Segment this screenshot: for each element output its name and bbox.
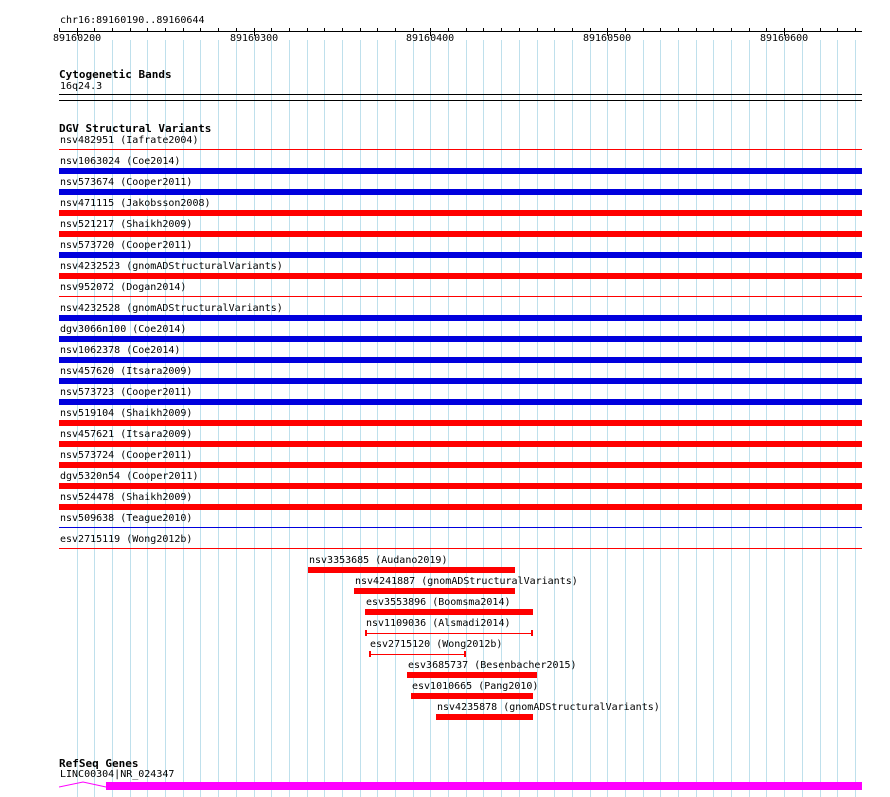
ruler-minor-tick bbox=[696, 28, 697, 32]
ruler-minor-tick bbox=[236, 28, 237, 32]
ruler-minor-tick bbox=[519, 28, 520, 32]
dgv-feature-bar[interactable] bbox=[59, 149, 862, 150]
dgv-feature-bar[interactable] bbox=[59, 483, 862, 489]
dgv-feature-bar[interactable] bbox=[59, 336, 862, 342]
dgv-feature-label[interactable]: nsv521217 (Shaikh2009) bbox=[60, 219, 193, 230]
dgv-feature-label[interactable]: nsv1063024 (Coe2014) bbox=[60, 156, 181, 167]
cytoband-line-bottom bbox=[59, 100, 862, 101]
dgv-feature-endcap bbox=[531, 630, 533, 636]
dgv-feature-label[interactable]: nsv1109036 (Alsmadi2014) bbox=[366, 618, 511, 629]
dgv-feature-bar[interactable] bbox=[59, 399, 862, 405]
ruler-minor-tick bbox=[501, 28, 502, 32]
ruler-minor-tick bbox=[554, 28, 555, 32]
dgv-feature-label[interactable]: esv3553896 (Boomsma2014) bbox=[366, 597, 511, 608]
dgv-feature-bar[interactable] bbox=[436, 714, 533, 720]
dgv-feature-bar[interactable] bbox=[308, 567, 515, 573]
ruler-minor-tick bbox=[820, 28, 821, 32]
ruler-minor-tick bbox=[395, 28, 396, 32]
dgv-feature-label[interactable]: nsv573674 (Cooper2011) bbox=[60, 177, 193, 188]
dgv-feature-endcap bbox=[369, 651, 371, 657]
dgv-feature-bar[interactable] bbox=[365, 609, 533, 615]
dgv-feature-label[interactable]: esv3685737 (Besenbacher2015) bbox=[408, 660, 577, 671]
ruler-minor-tick bbox=[59, 28, 60, 32]
ruler-minor-tick bbox=[766, 28, 767, 32]
dgv-feature-bar[interactable] bbox=[411, 693, 533, 699]
dgv-feature-label[interactable]: nsv457620 (Itsara2009) bbox=[60, 366, 193, 377]
dgv-feature-label[interactable]: esv1010665 (Pang2010) bbox=[412, 681, 539, 692]
dgv-feature-label[interactable]: nsv1062378 (Coe2014) bbox=[60, 345, 181, 356]
ruler-minor-tick bbox=[130, 28, 131, 32]
dgv-feature-endcap bbox=[464, 651, 466, 657]
dgv-feature-bar[interactable] bbox=[59, 252, 862, 258]
dgv-feature-bar[interactable] bbox=[59, 548, 862, 549]
ruler-minor-tick bbox=[678, 28, 679, 32]
ruler-minor-tick bbox=[643, 28, 644, 32]
dgv-feature-bar[interactable] bbox=[59, 504, 862, 510]
ruler-minor-tick bbox=[200, 28, 201, 32]
dgv-feature-bar[interactable] bbox=[59, 296, 862, 297]
ruler-minor-tick bbox=[342, 28, 343, 32]
dgv-feature-bar[interactable] bbox=[59, 527, 862, 528]
ruler-minor-tick bbox=[448, 28, 449, 32]
dgv-feature-bar[interactable] bbox=[59, 378, 862, 384]
ruler-tick-label: 89160300 bbox=[230, 33, 279, 44]
dgv-feature-bar[interactable] bbox=[59, 315, 862, 321]
dgv-feature-label[interactable]: nsv519104 (Shaikh2009) bbox=[60, 408, 193, 419]
dgv-track-title[interactable]: DGV Structural Variants bbox=[59, 122, 212, 135]
dgv-feature-endcap bbox=[365, 630, 367, 636]
ruler-minor-tick bbox=[147, 28, 148, 32]
dgv-feature-label[interactable]: nsv482951 (Iafrate2004) bbox=[60, 135, 199, 146]
dgv-feature-label[interactable]: nsv524478 (Shaikh2009) bbox=[60, 492, 193, 503]
ruler-minor-tick bbox=[112, 28, 113, 32]
ruler-minor-tick bbox=[218, 28, 219, 32]
ruler-minor-tick bbox=[183, 28, 184, 32]
ruler-minor-tick bbox=[413, 28, 414, 32]
ruler-minor-tick bbox=[802, 28, 803, 32]
ruler-minor-tick bbox=[94, 28, 95, 32]
ruler-minor-tick bbox=[537, 28, 538, 32]
ruler-minor-tick bbox=[377, 28, 378, 32]
dgv-feature-bar[interactable] bbox=[407, 672, 537, 678]
refseq-gene-label[interactable]: LINC00304|NR_024347 bbox=[60, 769, 175, 780]
ruler-minor-tick bbox=[837, 28, 838, 32]
cytoband-label: 16q24.3 bbox=[60, 81, 103, 92]
ruler-minor-tick bbox=[855, 28, 856, 32]
dgv-feature-label[interactable]: nsv3353685 (Audano2019) bbox=[309, 555, 448, 566]
dgv-feature-label[interactable]: dgv3066n100 (Coe2014) bbox=[60, 324, 187, 335]
ruler-minor-tick bbox=[625, 28, 626, 32]
ruler-tick-label: 89160200 bbox=[53, 33, 102, 44]
refseq-track-title[interactable]: RefSeq Genes bbox=[59, 757, 139, 770]
cytoband-track-title[interactable]: Cytogenetic Bands bbox=[59, 68, 172, 81]
ruler-tick-label: 89160500 bbox=[583, 33, 632, 44]
dgv-feature-label[interactable]: nsv573724 (Cooper2011) bbox=[60, 450, 193, 461]
ruler-minor-tick bbox=[271, 28, 272, 32]
dgv-feature-bar[interactable] bbox=[365, 633, 533, 634]
ruler-minor-tick bbox=[713, 28, 714, 32]
dgv-feature-label[interactable]: nsv471115 (Jakobsson2008) bbox=[60, 198, 211, 209]
dgv-feature-label[interactable]: dgv5320n54 (Cooper2011) bbox=[60, 471, 199, 482]
dgv-feature-label[interactable]: nsv4232523 (gnomADStructuralVariants) bbox=[60, 261, 283, 272]
dgv-feature-label[interactable]: nsv4232528 (gnomADStructuralVariants) bbox=[60, 303, 283, 314]
dgv-feature-label[interactable]: nsv457621 (Itsara2009) bbox=[60, 429, 193, 440]
dgv-feature-label[interactable]: esv2715119 (Wong2012b) bbox=[60, 534, 193, 545]
ruler-minor-tick bbox=[360, 28, 361, 32]
dgv-feature-label[interactable]: nsv4241887 (gnomADStructuralVariants) bbox=[355, 576, 578, 587]
dgv-feature-label[interactable]: nsv509638 (Teague2010) bbox=[60, 513, 193, 524]
ruler-axis bbox=[59, 31, 862, 32]
dgv-feature-bar[interactable] bbox=[369, 654, 466, 655]
ruler-minor-tick bbox=[483, 28, 484, 32]
dgv-feature-bar[interactable] bbox=[59, 462, 862, 468]
dgv-feature-bar[interactable] bbox=[59, 357, 862, 363]
ruler-tick-label: 89160600 bbox=[760, 33, 809, 44]
ruler-minor-tick bbox=[660, 28, 661, 32]
cytoband-line-top bbox=[59, 94, 862, 95]
ruler-minor-tick bbox=[289, 28, 290, 32]
dgv-feature-label[interactable]: nsv952072 (Dogan2014) bbox=[60, 282, 187, 293]
ruler-minor-tick bbox=[466, 28, 467, 32]
dgv-feature-bar[interactable] bbox=[59, 420, 862, 426]
dgv-feature-label[interactable]: nsv573723 (Cooper2011) bbox=[60, 387, 193, 398]
dgv-feature-bar[interactable] bbox=[354, 588, 515, 594]
ruler-minor-tick bbox=[307, 28, 308, 32]
dgv-feature-bar[interactable] bbox=[59, 231, 862, 237]
ruler-minor-tick bbox=[590, 28, 591, 32]
ruler-minor-tick bbox=[731, 28, 732, 32]
ruler-minor-tick bbox=[572, 28, 573, 32]
refseq-gene-bar[interactable] bbox=[106, 782, 862, 790]
dgv-feature-bar[interactable] bbox=[59, 273, 862, 279]
region-label: chr16:89160190..89160644 bbox=[60, 15, 205, 26]
refseq-intron-icon bbox=[59, 781, 107, 793]
dgv-feature-bar[interactable] bbox=[59, 441, 862, 447]
ruler-minor-tick bbox=[324, 28, 325, 32]
ruler-minor-tick bbox=[165, 28, 166, 32]
dgv-feature-label[interactable]: nsv4235878 (gnomADStructuralVariants) bbox=[437, 702, 660, 713]
dgv-feature-bar[interactable] bbox=[59, 189, 862, 195]
dgv-feature-bar[interactable] bbox=[59, 210, 862, 216]
dgv-feature-label[interactable]: esv2715120 (Wong2012b) bbox=[370, 639, 503, 650]
dgv-feature-bar[interactable] bbox=[59, 168, 862, 174]
ruler-tick-label: 89160400 bbox=[406, 33, 455, 44]
dgv-feature-label[interactable]: nsv573720 (Cooper2011) bbox=[60, 240, 193, 251]
ruler-minor-tick bbox=[749, 28, 750, 32]
